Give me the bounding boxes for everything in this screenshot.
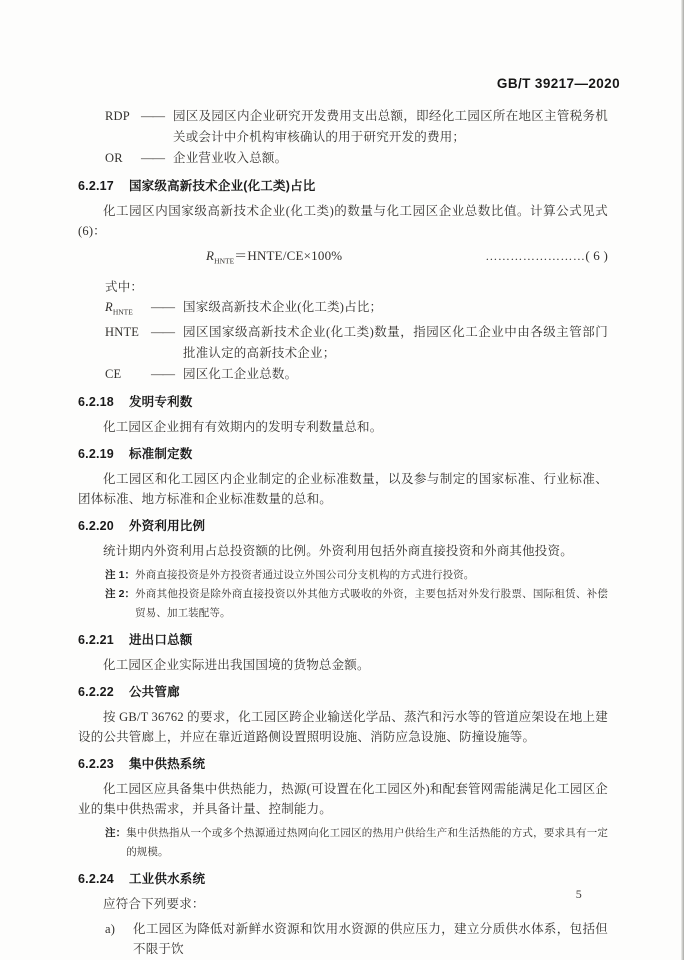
clause-number: 6.2.20 (78, 519, 114, 534)
clause-paragraph: 统计期内外资利用占总投资额的比例。外资利用包括外商直接投资和外商其他投资。 (103, 544, 573, 559)
formula-leader (485, 246, 608, 266)
list-item-text: 化工园区为降低对新鲜水资源和饮用水资源的供应压力，建立分质供水体系，包括但不限于饮 (133, 922, 608, 957)
formula-body: ＝HNTE/CE×100% (234, 248, 343, 263)
term-variable: HNTE (105, 325, 140, 340)
clause-paragraph: 化工园区内国家级高新技术企业(化工类)的数量与化工园区企业总数比值。计算公式见式(6)： (78, 204, 608, 238)
clause-title: 标准制定数 (128, 447, 193, 462)
clause-heading-6-2-24 (78, 869, 608, 889)
clause-heading-6-2-18 (78, 392, 608, 412)
clause-title: 公共管廊 (128, 685, 180, 700)
definition-term (105, 297, 151, 323)
clause-title: 工业供水系统 (128, 872, 206, 887)
page-number: 5 (575, 887, 582, 901)
definition-dash: —— (141, 109, 164, 123)
definition-term (105, 322, 151, 343)
definition-text: 园区国家级高新技术企业(化工类)数量，指园区化工企业中由各级主管部门批准认定的高新技术企业； (183, 325, 608, 361)
clause-paragraph: 化工园区和化工园区内企业制定的企业标准数量，以及参与制定的国家标准、行业标准、团体标准、地方标准和企业标准数量的总和。 (78, 472, 608, 507)
note (105, 824, 608, 862)
note-1 (105, 566, 608, 585)
note-text: 外商直接投资是外方投资者通过设立外国公司分支机构的方式进行投资。 (135, 570, 475, 582)
notes-block (105, 566, 608, 623)
note-label: 注： (105, 827, 127, 840)
note-text: 集中供热指从一个或多个热源通过热网向化工园区的热用户供给生产和生活热能的方式，要求具有一定的规模。 (126, 828, 608, 859)
clause-paragraph: 应符合下列要求： (103, 897, 205, 912)
clause-number: 6.2.22 (78, 685, 114, 700)
clause-heading-6-2-22 (78, 682, 608, 702)
definition-item-or (105, 148, 608, 169)
list-item-a (105, 919, 608, 959)
clause-number: 6.2.21 (78, 633, 114, 648)
definition-item-rdp (105, 106, 608, 148)
definition-term: OR (105, 151, 123, 165)
doc-header (78, 74, 620, 94)
formula-subscript: HNTE (214, 256, 235, 266)
definition-list-top (105, 106, 608, 169)
dot-leader: …………………… (485, 249, 586, 263)
term-subscript: HNTE (112, 307, 133, 317)
formula-variable: R (206, 248, 215, 263)
term-variable: R (105, 299, 113, 314)
definition-text: 企业营业收入总额。 (173, 151, 288, 165)
standard-code: GB/T 39217—2020 (496, 76, 620, 91)
note-text: 外商其他投资是除外商直接投资以外其他方式吸收的外资，主要包括对外发行股票、国际租赁、补偿贸易、加工装配等。 (135, 589, 608, 620)
definition-text: 园区及园区内企业研究开发费用支出总额，即经化工园区所在地区主管税务机关或会计中介机构审核确认的用于研究开发的费用； (173, 109, 608, 144)
clause-paragraph: 化工园区应具备集中供热能力，热源(可设置在化工园区外)和配套管网需能满足化工园区企业的集中供热需求，并具备计量、控制能力。 (78, 782, 608, 817)
definition-dash: —— (151, 367, 174, 382)
clause-paragraph: 化工园区企业拥有有效期内的发明专利数量总和。 (103, 420, 383, 435)
clause-heading-6-2-17 (78, 176, 608, 196)
clause-title: 外资利用比例 (128, 519, 206, 534)
formula-expression (206, 246, 342, 272)
clause-number: 6.2.23 (78, 757, 114, 772)
definition-list-formula (105, 297, 608, 386)
clause-heading-6-2-19 (78, 444, 608, 464)
clause-heading-6-2-20 (78, 516, 608, 536)
list-item-label: a) (105, 922, 116, 937)
clause-title: 国家级高新技术企业(化工类)占比 (128, 179, 316, 193)
definition-item-hnte (105, 322, 608, 364)
definition-dash: —— (151, 299, 174, 314)
clause-paragraph: 化工园区企业实际进出我国国境的货物总金额。 (103, 658, 370, 673)
definition-dash: —— (151, 325, 174, 340)
note-label: 注 1： (105, 569, 136, 582)
note-label: 注 2： (105, 588, 136, 601)
clause-heading-6-2-23 (78, 754, 608, 774)
equation-number: ( 6 ) (585, 248, 608, 263)
definition-term (105, 364, 151, 385)
definition-item-rhnte (105, 297, 608, 323)
clause-title: 发明专利数 (128, 395, 193, 410)
clause-paragraph: 按 GB/T 36762 的要求，化工园区跨企业输送化学品、蒸汽和污水等的管道应架设在地上建设的公共管廊上，并应在靠近道路侧设置照明设施、消防应急设施、防撞设施等。 (78, 710, 608, 745)
definition-text: 国家级高新技术企业(化工类)占比； (183, 299, 383, 314)
formula-6 (78, 246, 608, 272)
clause-number: 6.2.18 (78, 395, 114, 410)
clause-number: 6.2.24 (78, 872, 114, 887)
clause-title: 进出口总额 (128, 633, 193, 648)
where-label: 式中： (105, 279, 144, 294)
notes-block (105, 824, 608, 862)
clause-number: 6.2.17 (78, 179, 114, 193)
definition-item-ce (105, 364, 608, 385)
note-2 (105, 585, 608, 623)
definition-text: 园区化工企业总数。 (183, 367, 298, 382)
definition-dash: —— (141, 151, 164, 165)
definition-term: RDP (105, 109, 130, 123)
clause-title: 集中供热系统 (128, 757, 206, 772)
term-variable: CE (105, 367, 122, 382)
clause-heading-6-2-21 (78, 630, 608, 650)
clause-number: 6.2.19 (78, 447, 114, 462)
